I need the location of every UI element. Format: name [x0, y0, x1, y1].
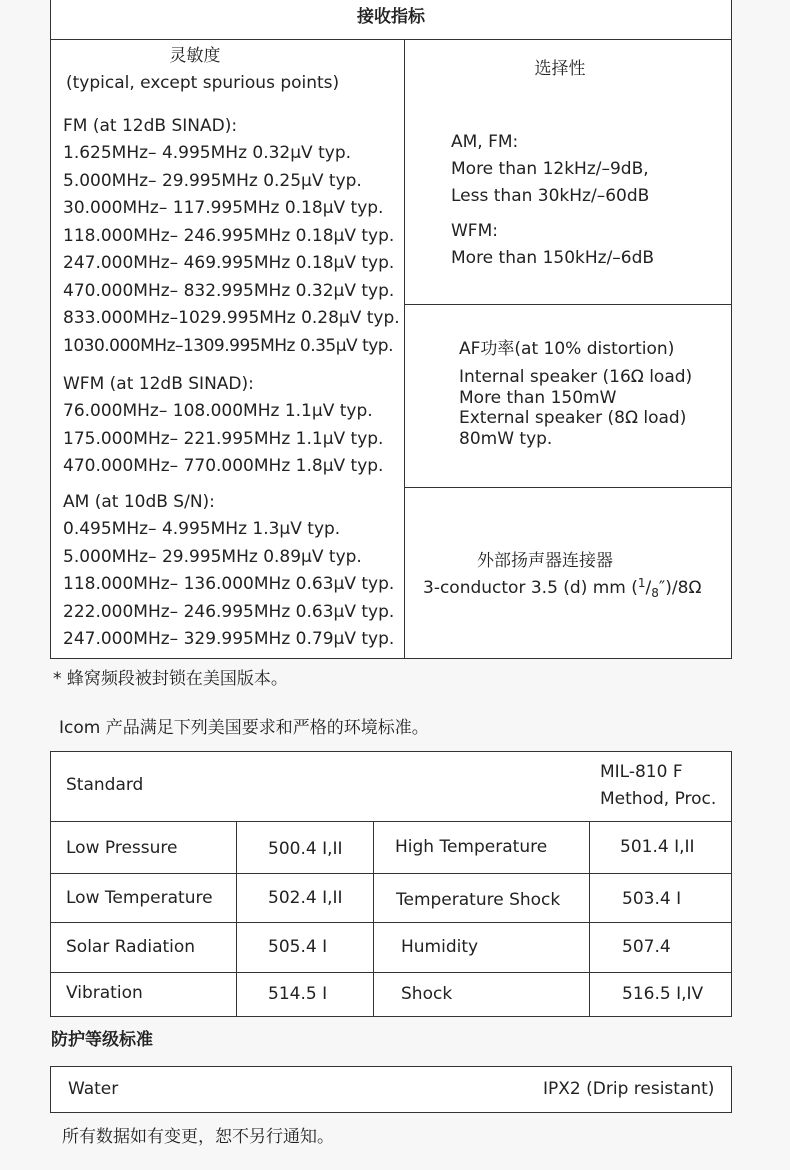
- footnote: * 蜂窝频段被封锁在美国版本。: [53, 669, 288, 689]
- title-divider: [50, 39, 732, 40]
- fm-spec-4: 247.000MHz– 469.995MHz 0.18μV typ.: [63, 253, 395, 273]
- protection-title: 防护等级标准: [51, 1030, 153, 1050]
- mil-row-divider-1: [50, 873, 732, 874]
- mil-test-value: 514.5 I: [268, 984, 328, 1004]
- mil-method-line1: MIL-810 F: [600, 762, 683, 782]
- fm-spec-0: 1.625MHz– 4.995MHz 0.32μV typ.: [63, 143, 352, 163]
- mil-test-value: 503.4 I: [622, 889, 682, 909]
- am-spec-3: 222.000MHz– 246.995MHz 0.63μV typ.: [63, 601, 395, 622]
- mil-test-name: Shock: [401, 984, 453, 1004]
- af-power-line-1: More than 150mW: [459, 387, 617, 408]
- mil-row-divider-2: [50, 922, 732, 923]
- mil-test-name: Temperature Shock: [396, 890, 561, 910]
- ext-speaker-suffix: ″)/8Ω: [658, 578, 702, 598]
- fm-spec-2: 30.000MHz– 117.995MHz 0.18μV typ.: [63, 198, 384, 218]
- selectivity-am-fm-1: Less than 30kHz/–60dB: [451, 186, 650, 206]
- af-power-line-3: 80mW typ.: [459, 428, 553, 449]
- selectivity-am-fm-label: AM, FM:: [451, 132, 519, 152]
- fm-spec-3: 118.000MHz– 246.995MHz 0.18μV typ.: [63, 225, 395, 246]
- mil-col-divider-1: [373, 821, 374, 1016]
- ext-speaker-spec: [423, 575, 701, 604]
- mil-test-value: 502.4 I,II: [268, 888, 343, 908]
- ext-speaker-prefix: 3-conductor 3.5 (d) mm (: [423, 578, 638, 598]
- mil-test-value: 505.4 I: [268, 937, 328, 957]
- mil-test-value: 501.4 I,II: [620, 837, 695, 857]
- wfm-spec-1: 175.000MHz– 221.995MHz 1.1μV typ.: [63, 428, 384, 449]
- mil-test-name: Solar Radiation: [66, 937, 196, 957]
- column-divider: [404, 39, 405, 658]
- selectivity-wfm-label: WFM:: [451, 221, 498, 241]
- right-divider-2: [404, 487, 732, 488]
- mil-test-name: High Temperature: [395, 837, 548, 857]
- selectivity-am-fm-0: More than 12kHz/–9dB,: [451, 159, 649, 179]
- am-spec-2: 118.000MHz– 136.000MHz 0.63μV typ.: [63, 574, 395, 594]
- mil-test-name: Low Pressure: [66, 838, 178, 858]
- wfm-label: WFM (at 12dB SINAD):: [63, 374, 254, 394]
- disclaimer: 所有数据如有变更，恕不另行通知。: [62, 1127, 334, 1147]
- mil-row-divider-0: [50, 821, 732, 822]
- fm-spec-7: 1030.000MHz–1309.995MHz 0.35μV typ.: [63, 335, 394, 356]
- mil-test-value: 507.4: [622, 937, 671, 957]
- wfm-spec-2: 470.000MHz– 770.000MHz 1.8μV typ.: [63, 456, 384, 476]
- ext-speaker-heading: 外部扬声器连接器: [477, 551, 613, 571]
- am-spec-0: 0.495MHz– 4.995MHz 1.3μV typ.: [63, 519, 341, 539]
- mil-test-name: Humidity: [401, 937, 479, 957]
- mil-col-divider-0: [236, 821, 237, 1016]
- sensitivity-note: (typical, except spurious points): [66, 73, 340, 93]
- af-power-line-0: Internal speaker (16Ω load): [459, 367, 693, 387]
- sensitivity-heading: 灵敏度: [169, 46, 221, 66]
- af-power-line-2: External speaker (8Ω load): [459, 408, 687, 428]
- fm-spec-6: 833.000MHz–1029.995MHz 0.28μV typ.: [63, 308, 400, 328]
- mil-method-line2: Method, Proc.: [600, 789, 717, 809]
- am-spec-4: 247.000MHz– 329.995MHz 0.79μV typ.: [63, 629, 395, 649]
- ext-speaker-frac-sep: /: [645, 578, 652, 598]
- af-power-heading: AF功率(at 10% distortion): [459, 339, 675, 359]
- env-intro: Icom 产品满足下列美国要求和严格的环境标准。: [59, 718, 429, 738]
- mil-row-divider-3: [50, 972, 732, 973]
- fm-spec-1: 5.000MHz– 29.995MHz 0.25μV typ.: [63, 170, 362, 191]
- mil-col-divider-2: [589, 821, 590, 1016]
- mil-test-name: Vibration: [66, 983, 143, 1003]
- selectivity-heading: 选择性: [534, 59, 586, 79]
- fm-label: FM (at 12dB SINAD):: [63, 116, 238, 136]
- ext-speaker-frac-den: 8: [651, 586, 659, 600]
- receive-spec-title: 接收指标: [357, 7, 425, 27]
- mil-test-name: Low Temperature: [66, 888, 213, 908]
- mil-standard-label: Standard: [66, 775, 144, 795]
- protection-value: IPX2 (Drip resistant): [543, 1079, 715, 1099]
- ext-speaker-frac-num: 1: [637, 576, 646, 590]
- protection-label: Water: [68, 1079, 119, 1099]
- am-spec-1: 5.000MHz– 29.995MHz 0.89μV typ.: [63, 546, 362, 567]
- wfm-spec-0: 76.000MHz– 108.000MHz 1.1μV typ.: [63, 401, 373, 421]
- fm-spec-5: 470.000MHz– 832.995MHz 0.32μV typ.: [63, 280, 395, 301]
- mil-test-value: 500.4 I,II: [268, 839, 343, 859]
- mil-test-value: 516.5 I,IV: [622, 984, 704, 1004]
- selectivity-wfm-0: More than 150kHz/–6dB: [451, 248, 655, 268]
- am-label: AM (at 10dB S/N):: [63, 492, 215, 512]
- right-divider-1: [404, 304, 732, 305]
